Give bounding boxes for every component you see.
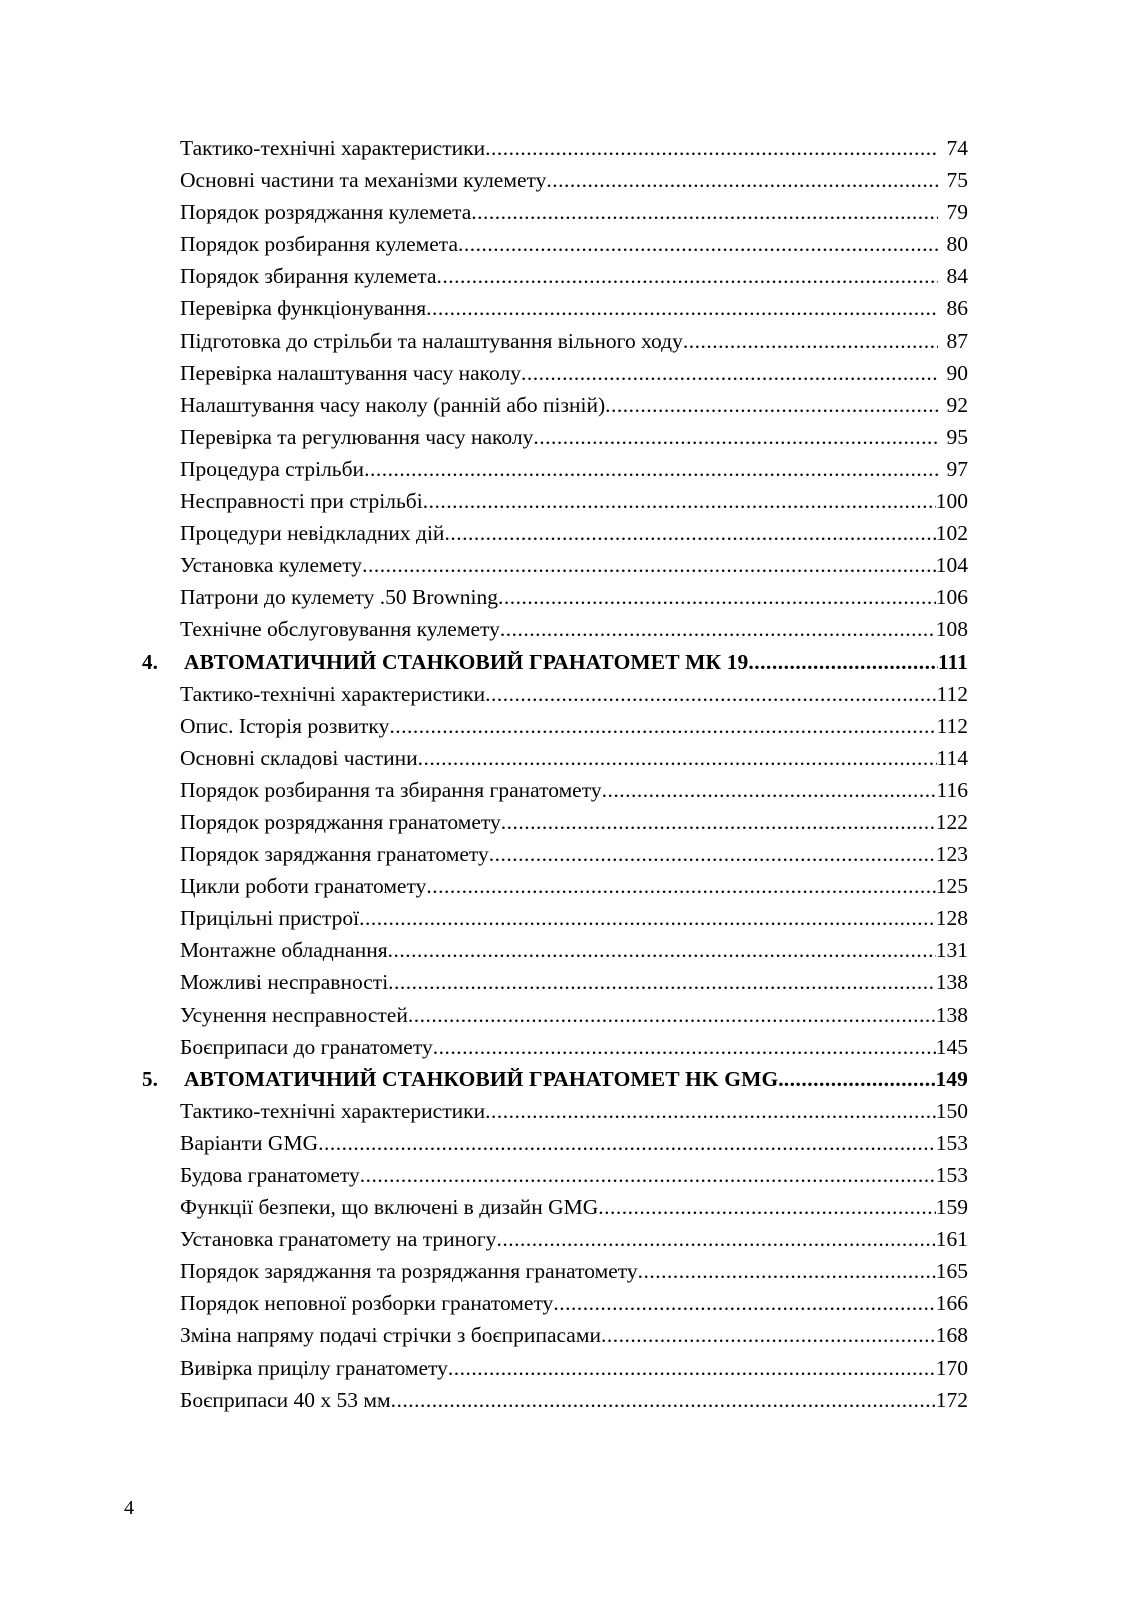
toc-entry[interactable]	[138, 1287, 968, 1319]
toc-entry[interactable]	[138, 1159, 968, 1191]
toc-entry-page-number: 86	[946, 296, 968, 321]
toc-entry-title: Порядок розбирання та збирання гранатомету	[180, 777, 602, 802]
toc-entry-page-number: 125	[935, 874, 968, 899]
toc-entry-page-number: 168	[935, 1323, 968, 1348]
toc-leader-dots	[489, 838, 936, 870]
toc-entry[interactable]	[138, 1223, 968, 1255]
toc-leader-dots	[359, 902, 936, 934]
toc-entry[interactable]	[138, 806, 968, 838]
toc-entry-title: Боєприпаси 40 х 53 мм	[180, 1387, 391, 1412]
toc-entry[interactable]	[138, 1031, 968, 1063]
toc-entry[interactable]	[138, 1255, 968, 1287]
toc-entry[interactable]	[138, 421, 968, 453]
toc-entry-title: Будова гранатомету	[180, 1163, 360, 1187]
toc-entry-title: Основні складові частини	[180, 745, 418, 770]
toc-leader-dots	[784, 1063, 936, 1095]
toc-entry-page-number: 102	[935, 521, 968, 546]
toc-leader-dots	[389, 710, 936, 742]
toc-leader-dots	[458, 228, 938, 260]
toc-leader-dots	[748, 646, 937, 678]
toc-entry-title: Основні частини та механізми кулемету	[180, 168, 547, 193]
toc-entry-title: Установка гранатомету на триногу	[180, 1227, 497, 1252]
toc-entry[interactable]	[138, 549, 968, 581]
toc-entry[interactable]	[138, 710, 968, 742]
toc-entry-page-number: 122	[935, 809, 968, 834]
toc-entry-page-number: 170	[935, 1355, 968, 1380]
toc-entry-title: Боєприпаси до гранатомету	[180, 1034, 433, 1059]
toc-leader-dots	[388, 966, 936, 998]
toc-entry[interactable]	[138, 196, 968, 228]
toc-leader-dots	[485, 132, 938, 164]
toc-entry[interactable]	[138, 260, 968, 292]
toc-entry-page-number: 95	[946, 424, 968, 449]
toc-entry[interactable]	[138, 485, 968, 517]
toc-entry-title: Порядок заряджання та розряджання гранатомету	[180, 1259, 638, 1284]
toc-leader-dots	[388, 934, 936, 966]
toc-entry-page-number: 166	[935, 1291, 968, 1316]
toc-leader-dots	[448, 1352, 936, 1384]
toc-entry-title: Підготовка до стрільби та налаштування вільного ходу	[180, 328, 683, 353]
toc-entry[interactable]	[138, 934, 968, 966]
toc-entry[interactable]	[138, 1319, 968, 1351]
toc-entry-title: АВТОМАТИЧНИЙ СТАНКОВИЙ ГРАНАТОМЕТ МК 19	[184, 649, 749, 674]
toc-entry[interactable]	[138, 1127, 968, 1159]
toc-leader-dots	[485, 678, 936, 710]
toc-entry-title: Усунення несправностей	[180, 1002, 408, 1027]
toc-leader-dots	[444, 517, 935, 549]
toc-leader-dots	[521, 357, 938, 389]
toc-entry-title: Можливі несправності	[180, 970, 389, 995]
toc-leader-dots	[423, 485, 936, 517]
toc-entry-title: Порядок неповної розборки гранатомету	[180, 1291, 554, 1316]
toc-entry-page-number: 74	[946, 136, 968, 160]
toc-entry-title: Процедури невідкладних дій	[180, 521, 445, 546]
toc-entry[interactable]	[138, 517, 968, 549]
toc-entry-page-number: 100	[935, 489, 968, 514]
toc-entry-title: Зміна напряму подачі стрічки з боєприпасами	[180, 1323, 601, 1348]
toc-entry[interactable]	[138, 902, 968, 934]
toc-leader-dots	[496, 1223, 935, 1255]
toc-leader-dots	[437, 260, 939, 292]
toc-entry[interactable]	[138, 1384, 968, 1416]
toc-entry-page-number: 112	[936, 681, 968, 706]
toc-entry[interactable]	[138, 678, 968, 710]
toc-leader-dots	[433, 1031, 936, 1063]
toc-entry[interactable]	[138, 132, 968, 164]
toc-entry-title: Процедура стрільби	[180, 456, 365, 481]
toc-entry-page-number: 111	[937, 649, 968, 674]
toc-entry-page-number: 114	[936, 745, 968, 770]
toc-entry-title: Порядок розряджання кулемета	[180, 200, 472, 225]
toc-entry-page-number: 153	[935, 1163, 968, 1187]
toc-entry[interactable]	[138, 838, 968, 870]
toc-entry-page-number: 97	[946, 456, 968, 481]
toc-entry[interactable]	[138, 1095, 968, 1127]
toc-entry-page-number: 165	[935, 1259, 968, 1284]
toc-entry-page-number: 112	[936, 713, 968, 738]
toc-leader-dots	[408, 999, 936, 1031]
toc-entry-title: Цикли роботи гранатомету	[180, 874, 427, 899]
toc-leader-dots	[471, 196, 938, 228]
toc-entry-page-number: 153	[935, 1130, 968, 1155]
toc-entry[interactable]	[138, 357, 968, 389]
toc-entry-title: Налаштування часу наколу (ранній або пізній)	[180, 392, 606, 417]
toc-entry[interactable]	[138, 389, 968, 421]
toc-entry-title: Функції безпеки, що включені в дизайн GMG	[180, 1195, 599, 1220]
toc-entry-page-number: 172	[935, 1387, 968, 1412]
toc-entry-page-number: 87	[946, 328, 968, 353]
toc-entry[interactable]	[138, 870, 968, 902]
toc-entry-title: Вивірка прицілу гранатомету	[180, 1355, 448, 1380]
toc-entry-page-number: 161	[935, 1227, 968, 1252]
toc-entry[interactable]	[138, 581, 968, 613]
toc-entry-title: Перевірка та регулювання часу наколу	[180, 424, 534, 449]
toc-leader-dots	[605, 389, 938, 421]
toc-entry[interactable]	[138, 325, 968, 357]
toc-entry-title: Тактико-технічні характеристики	[180, 136, 486, 160]
toc-entry-title: Порядок заряджання гранатомету	[180, 842, 489, 867]
toc-leader-dots	[318, 1127, 936, 1159]
toc-entry-title: Порядок збирання кулемета	[180, 264, 437, 289]
toc-entry[interactable]	[138, 292, 968, 324]
toc-entry-page-number: 149	[935, 1066, 968, 1091]
toc-entry-title: Перевірка функціонування	[180, 296, 427, 321]
toc-leader-dots	[498, 581, 936, 613]
toc-leader-dots	[683, 325, 938, 357]
toc-entry-title: Прицільні пристрої	[180, 906, 360, 931]
toc-chapter-entry[interactable]	[138, 1063, 968, 1095]
toc-entry[interactable]	[138, 453, 968, 485]
toc-entry-title: Перевірка налаштування часу наколу	[180, 360, 521, 385]
toc-leader-dots	[500, 613, 936, 645]
toc-leader-dots	[601, 1319, 936, 1351]
toc-entry-page-number: 138	[935, 1002, 968, 1027]
toc-entry-title: Опис. Історія розвитку	[180, 713, 390, 738]
toc-entry-page-number: 123	[935, 842, 968, 867]
toc-chapter-entry[interactable]	[138, 646, 968, 678]
toc-entry-page-number: 145	[935, 1034, 968, 1059]
toc-entry-page-number: 116	[936, 777, 968, 802]
toc-leader-dots	[418, 742, 937, 774]
toc-entry-title: Патрони до кулемету .50 Browning	[180, 585, 498, 610]
toc-entry-page-number: 90	[946, 360, 968, 385]
toc-entry[interactable]	[138, 613, 968, 645]
toc-leader-dots	[546, 164, 938, 196]
toc-entry[interactable]	[138, 164, 968, 196]
toc-entry-title: Технічне обслуговування кулемету	[180, 617, 500, 642]
toc-entry-title: Варіанти GMG	[180, 1130, 319, 1155]
toc-leader-dots	[364, 453, 938, 485]
table-of-contents	[138, 132, 968, 1416]
toc-entry[interactable]	[138, 1191, 968, 1223]
toc-entry-page-number: 92	[946, 392, 968, 417]
toc-leader-dots	[391, 1384, 936, 1416]
toc-entry[interactable]	[138, 774, 968, 806]
toc-entry[interactable]	[138, 966, 968, 998]
toc-entry-page-number: 75	[946, 168, 968, 193]
toc-entry-number: 4.	[142, 649, 158, 674]
toc-leader-dots	[553, 1287, 935, 1319]
toc-entry-number: 5.	[142, 1066, 158, 1091]
toc-entry[interactable]	[138, 228, 968, 260]
toc-leader-dots	[602, 774, 937, 806]
toc-entry-title: АВТОМАТИЧНИЙ СТАНКОВИЙ ГРАНАТОМЕТ HK GMG.	[184, 1066, 784, 1091]
toc-entry[interactable]	[138, 999, 968, 1031]
toc-entry-page-number: 138	[935, 970, 968, 995]
toc-entry-page-number: 79	[946, 200, 968, 225]
toc-entry-page-number: 150	[935, 1098, 968, 1123]
toc-leader-dots	[426, 870, 935, 902]
toc-entry-title: Порядок розбирання кулемета	[180, 232, 458, 257]
toc-entry-title: Тактико-технічні характеристики	[180, 681, 486, 706]
toc-entry-title: Монтажне обладнання	[180, 938, 388, 963]
toc-entry-page-number: 80	[946, 232, 968, 257]
toc-entry-page-number: 131	[935, 938, 968, 963]
toc-entry-page-number: 159	[935, 1195, 968, 1220]
toc-leader-dots	[533, 421, 938, 453]
toc-entry-title: Порядок розряджання гранатомету	[180, 809, 501, 834]
toc-entry[interactable]	[138, 742, 968, 774]
footer-page-number: 4	[124, 1497, 134, 1519]
toc-entry-page-number: 128	[935, 906, 968, 931]
toc-leader-dots	[638, 1255, 936, 1287]
toc-leader-dots	[362, 549, 936, 581]
toc-entry-title: Установка кулемету	[180, 553, 363, 578]
toc-leader-dots	[426, 292, 938, 324]
toc-entry-page-number: 108	[935, 617, 968, 642]
toc-leader-dots	[485, 1095, 936, 1127]
toc-entry-page-number: 104	[935, 553, 968, 578]
toc-leader-dots	[598, 1191, 936, 1223]
toc-entry-page-number: 106	[935, 585, 968, 610]
toc-leader-dots	[360, 1159, 936, 1191]
toc-entry[interactable]	[138, 1352, 968, 1384]
toc-leader-dots	[501, 806, 936, 838]
toc-entry-page-number: 84	[946, 264, 968, 289]
toc-entry-title: Несправності при стрільбі	[180, 489, 423, 514]
toc-entry-title: Тактико-технічні характеристики	[180, 1098, 486, 1123]
